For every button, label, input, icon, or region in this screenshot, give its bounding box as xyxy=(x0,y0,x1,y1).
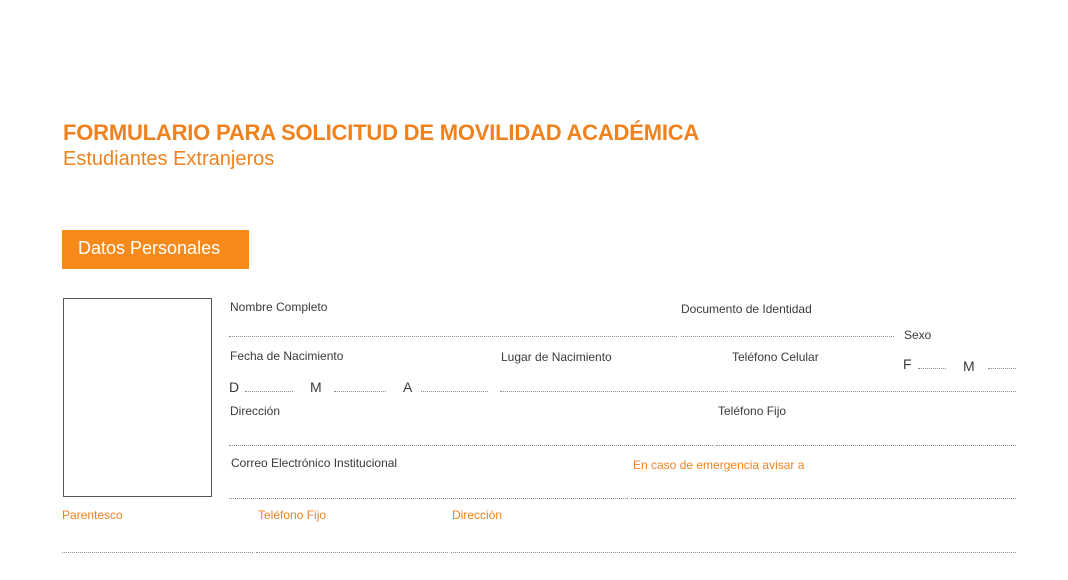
telefono-fijo-field[interactable] xyxy=(716,445,1016,446)
section-header-datos-personales: Datos Personales xyxy=(62,230,249,269)
nombre-field[interactable] xyxy=(229,336,677,337)
emergencia-telefono-fijo-label: Teléfono Fijo xyxy=(258,508,327,522)
emergencia-field[interactable] xyxy=(631,498,1016,499)
sexo-m-label: M xyxy=(963,358,975,374)
lugar-nacimiento-field[interactable] xyxy=(500,391,728,392)
emergencia-label: En caso de emergencia avisar a xyxy=(633,458,805,472)
emergencia-direccion-label: Dirección xyxy=(452,508,503,522)
fecha-d-label: D xyxy=(229,379,240,395)
form-subtitle: Estudiantes Extranjeros xyxy=(63,148,275,170)
direccion-label: Dirección xyxy=(230,404,281,418)
nombre-label: Nombre Completo xyxy=(230,300,328,314)
sexo-f-label: F xyxy=(903,356,912,372)
fecha-d-field[interactable] xyxy=(245,391,293,392)
correo-label: Correo Electrónico Institucional xyxy=(231,456,398,470)
sexo-f-field[interactable] xyxy=(918,368,946,369)
parentesco-label: Parentesco xyxy=(62,508,123,522)
emergencia-telefono-fijo-field[interactable] xyxy=(256,552,448,553)
fecha-nacimiento-label: Fecha de Nacimiento xyxy=(230,349,344,363)
direccion-field[interactable] xyxy=(229,445,713,446)
telefono-celular-label: Teléfono Celular xyxy=(732,350,819,364)
sexo-m-field[interactable] xyxy=(988,368,1016,369)
lugar-nacimiento-label: Lugar de Nacimiento xyxy=(501,350,612,364)
emergencia-direccion-field[interactable] xyxy=(451,552,1016,553)
form-title: FORMULARIO PARA SOLICITUD DE MOVILIDAD ACADÉMICA xyxy=(63,120,700,145)
sexo-label: Sexo xyxy=(904,328,932,342)
parentesco-field[interactable] xyxy=(62,552,253,553)
telefono-celular-field[interactable] xyxy=(731,391,1016,392)
photo-box[interactable] xyxy=(63,298,212,497)
fecha-m-field[interactable] xyxy=(334,391,386,392)
documento-label: Documento de Identidad xyxy=(681,302,812,316)
telefono-fijo-label: Teléfono Fijo xyxy=(718,404,787,418)
correo-field[interactable] xyxy=(229,498,628,499)
documento-field[interactable] xyxy=(681,336,894,337)
fecha-a-label: A xyxy=(403,379,413,395)
fecha-m-label: M xyxy=(310,379,322,395)
fecha-a-field[interactable] xyxy=(421,391,488,392)
